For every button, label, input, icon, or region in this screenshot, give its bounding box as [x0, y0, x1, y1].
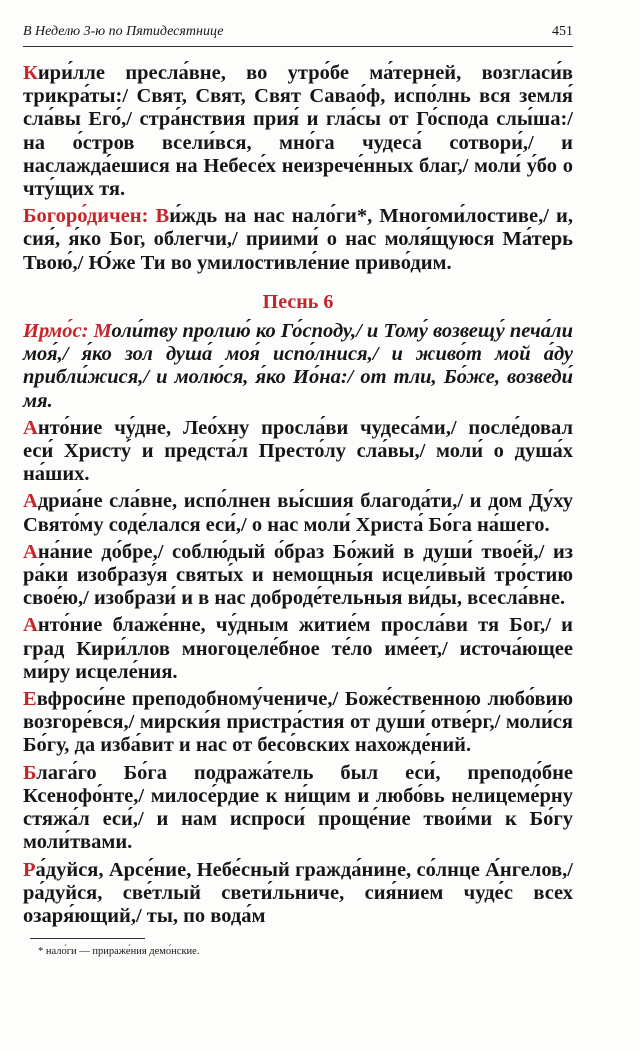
- ode-title: Песнь 6: [262, 290, 334, 313]
- drop-letter: Р: [23, 858, 36, 881]
- drop-letter: А: [23, 416, 38, 439]
- page-header: [23, 22, 573, 47]
- irmos-label: Ирмо́с: М: [23, 320, 112, 343]
- paragraph-text: вфроси́не преподобному́чениче,/ Боже́ственною любо́вию возгоре́вся,/ мирски́я пристра́стия от души́ отве́рг,/ моли́ся Бо́гу, да изба́вит и нас от бесо́вских нахожде́ний.: [23, 688, 573, 757]
- paragraph-text: на́ние до́бре,/ соблю́дый о́браз Бо́жий в души́ твое́й,/ из ра́ки изобразу́я святы́х и немощны́я исцели́вый тро́стию свое́ю,/ изобрази́ и в нас доброде́тельныя ви́ды, всесла́вне.: [23, 540, 573, 610]
- irmos: [23, 320, 573, 413]
- footnote: * нало́ги — прираже́ния демо́нские.: [38, 946, 200, 957]
- troparion-antony: [23, 417, 573, 487]
- page-number: 451: [552, 24, 573, 39]
- troparion-xenophon: [23, 762, 573, 855]
- theotokion: [23, 205, 573, 275]
- drop-letter: А: [23, 540, 38, 563]
- paragraph-text: нто́ние чу́дне, Лео́хну просла́ви чудеса́ми,/ после́довал еси́ Христу́ и предста́л Престо́лу сла́вы,/ моли́ о душа́х на́ших.: [23, 416, 573, 486]
- paragraph-text: лага́го Бо́га подража́тель был еси́, преподо́бне Ксенофо́нте,/ милосе́рдие к ни́щим и любо́вь нелицеме́рну стяжа́л еси́,/ и нам испроси́ проще́ние твои́ми к Бо́гу моли́твами.: [23, 761, 573, 854]
- troparion-adrian: [23, 490, 573, 536]
- troparion-arsenius: [23, 859, 573, 929]
- running-title: В Неделю 3-ю по Пятидесятнице: [23, 24, 224, 39]
- troparion-antony-2: [23, 614, 573, 684]
- troparion-ananias: [23, 541, 573, 611]
- paragraph-text: а́дуйся, Арсе́ние, Небе́сный гражда́нине, со́лнце А́нгелов,/ ра́дуйся, све́тлый свети́льниче, сия́нием чуде́с всех озаря́ющий,/ ты, по вода́м: [23, 858, 573, 927]
- drop-letter: Е: [23, 688, 37, 711]
- paragraph-text: оли́тву пролию́ ко Го́споду,/ и Тому́ возвещу́ печа́ли моя́,/ я́ко зол душа́ моя́ испо́лнися,/ и живо́т мой а́ду прибли́жися,/ и молю́ся, я́ко Ио́на:/ от тли, Бо́же, возведи́ мя.: [23, 320, 573, 412]
- paragraph-text: ири́лле пресла́вне, во утро́бе ма́терней, возгласи́в трикра́ты:/ Свят, Свят, Свят Савао́ф, испо́лнь вся земля́ сла́вы Его́,/ стра́нствия прия́ и гла́сы от Го́спода слы́ша:/ на о́стров всели́вся, мно́га чудеса́ сотвори́,/ и наслажда́ешися на Небесе́х неизрече́нных благ,/ моли́ у́бо о чту́щих тя.: [23, 62, 573, 201]
- page-body: [23, 62, 573, 928]
- drop-letter: А: [23, 614, 38, 637]
- troparion-euphrosynus: [23, 688, 573, 758]
- drop-letter: А: [23, 490, 38, 513]
- footnote-divider: [30, 938, 145, 939]
- paragraph-text: и́ждь на нас нало́ги*, Многоми́лостиве,/ и, сия́, я́ко Бог, облегчи,/ приими́ о нас моля́щуюся Ма́терь Твою́,/ Ю́же Ти во умилостивле́ние приво́дим.: [23, 205, 573, 274]
- drop-letter: Б: [23, 761, 37, 784]
- troparion-kirill: [23, 62, 573, 201]
- paragraph-text: нто́ние блаже́нне, чу́дным житие́м просла́ви тя Бог,/ и град Кири́ллов многоцеле́бное те́ло име́ет,/ источа́ющее ми́ру исцеле́ния.: [23, 614, 573, 683]
- drop-letter: К: [23, 62, 38, 84]
- theotokion-label: Богоро́дичен: В: [23, 205, 170, 228]
- paragraph-text: дриа́не сла́вне, испо́лнен вы́сшия благода́ти,/ и дом Ду́ху Свято́му соде́лался еси́,/ о нас моли́ Христа́ Бо́га на́шего.: [23, 490, 573, 536]
